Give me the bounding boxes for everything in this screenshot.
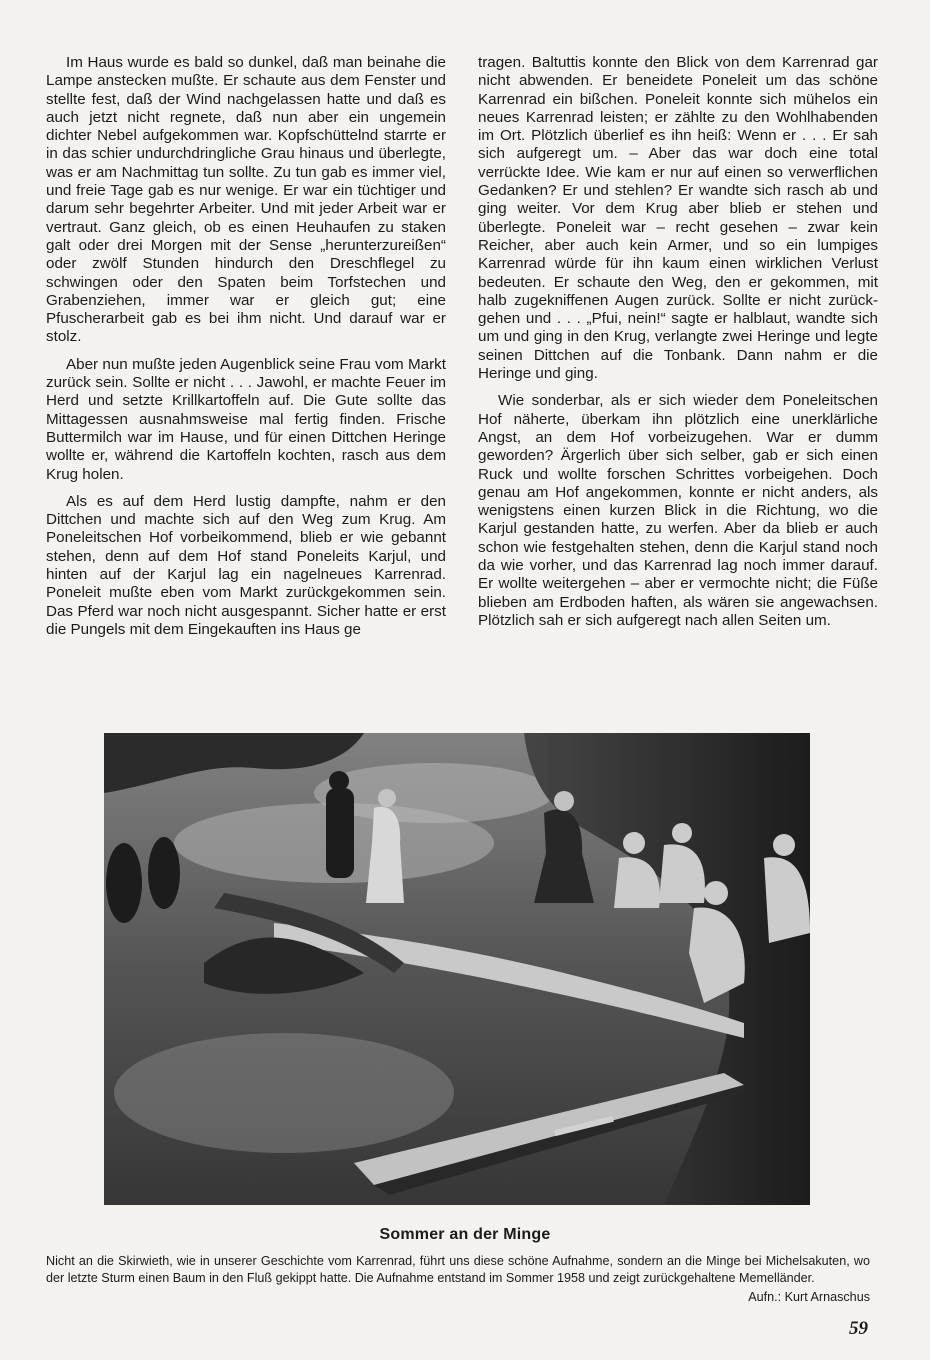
right-column [478,54,878,714]
river-photo [104,733,810,1205]
paragraph: Im Haus wurde es bald so dunkel, daß man beinahe die Lampe anstecken mußte. Er schaute aus dem Fenster und stellte fest, daß der Wind nachgelassen hatte und daß es auch jetzt nicht regnete, daß nun aber ein ungemein dichter Nebel aufgekommen war. Kopfschüttelnd starrte er in das schier undurchdringliche Grau hinaus und überlegte, was er am Nachmittag tun sollte. Zu tun gab es immer viel, und freie Tage gab es nur wenige. Er war ein tüchtiger und darum sehr begehrter Arbeiter. Und mit jeder Arbeit war er vertraut. Ganz gleich, ob es einen Heuhaufen zu staken galt oder drei Morgen mit der Sense „herunterzureißen“ oder zwölf Stunden hindurch den Dreschflegel zu schwingen oder den Spaten beim Torfstechen und Grabenziehen, immer war er gleich gut; eine Pfuscherarbeit gab es bei ihm nicht. Und darauf war er stolz. [46,54,446,346]
paragraph: Als es auf dem Herd lustig dampfte, nahm er den Dittchen und machte sich auf den Weg zum Krug. Am Poneleitschen Hof vorbeikommend, blieb er wie gebannt stehen, denn auf dem Hof stand Poneleits Karjul, und hinten auf der Karjul lag ein nagelneues Karrenrad. Poneleit mußte eben vom Markt zurückgekommen sein. Das Pferd war noch nicht ausgespannt. Sicher hatte er erst die Pungels mit dem Eingekauften ins Haus ge [46,492,446,638]
article-body [46,54,878,714]
paragraph: Aber nun mußte jeden Augenblick seine Frau vom Markt zurück sein. Sollte er nicht . . . Jawohl, er machte Feuer im Herd und setzte Krillkartoffeln auf. Die Gute sollte das Mittagessen ausnahmsweise mal fertig finden. Frische Buttermilch war im Hause, und für einen Dittchen Heringe wollte er, während die Kartoffeln kochten, rasch aus dem Krug holen. [46,355,446,483]
photo-credit: Aufn.: Kurt Arnaschus [748,1290,870,1304]
paragraph: tragen. Baltuttis konnte den Blick von dem Karrenrad gar nicht abwenden. Er beneidete Poneleit um das schöne Karrenrad ein bißchen. Poneleit konnte sich mühelos ein neues Karrenrad leisten; er zählte zu den Wohlhabenden im Ort. Plötzlich überlief es ihn heiß: Wenn er . . . Er sah sich aufgeregt um. – Aber das war doch eine total verrückte Idee. Wie kam er nur auf einen so verwerflichen Gedanken? Er und stehlen? Er wandte sich rasch ab und ging weiter. Vor dem Krug aber blieb er stehen und überlegte. Poneleit war – recht gesehen – zwar kein Reicher, aber auch kein Armer, und so ein lumpiges Karrenrad würde für ihn kaum einen wirklichen Verlust bedeuten. Er schaute den Weg, den er gekommen, mit halb zugekniffenen Augen zurück. Sollte er nicht zurückgehen und . . . „Pfui, nein!“ sagte er halblaut, wandte sich um und ging in den Krug, verlangte zwei Heringe und legte seinen Dittchen auf die Tonbank. Dann nahm er die Heringe und ging. [478,54,878,383]
photo-caption-title: Sommer an der Minge [379,1226,551,1243]
page-number: 59 [849,1318,868,1339]
photo-caption-text: Nicht an die Skirwieth, wie in unserer Geschichte vom Karrenrad, führt uns diese schöne Aufnahme, sondern an die Minge bei Michelsakuten, wo der letzte Sturm einen Baum in den Fluß gekippt hatte. Die Aufnahme entstand im Sommer 1958 und zeigt zurückgehaltene Memelländer. [46,1254,870,1285]
paragraph: Wie sonderbar, als er sich wieder dem Poneleitschen Hof näherte, überkam ihn plötzlich eine unerklärliche Angst, an dem Hof vorbeizugehen. War er dumm geworden? Ärgerlich über sich selber, gab er sich einen Ruck und wollte forschen Schrittes vorbeigehen. Doch genau am Hof angekommen, konnte er nicht anders, als wenigstens einen kurzen Blick in die Richtung, wo die Karjul gestanden hatte, zu werfen. Aber da blieb er auch schon wie festgehalten stehen, denn die Karjul stand noch da wie vorher, und das Karrenrad lag noch immer darauf. Er wollte weitergehen – aber er vermochte nicht; die Füße blieben am Erdboden haften, als wären sie angewachsen. Plötzlich sah er sich aufgeregt nach allen Seiten um. [478,392,878,629]
left-column [46,54,446,714]
